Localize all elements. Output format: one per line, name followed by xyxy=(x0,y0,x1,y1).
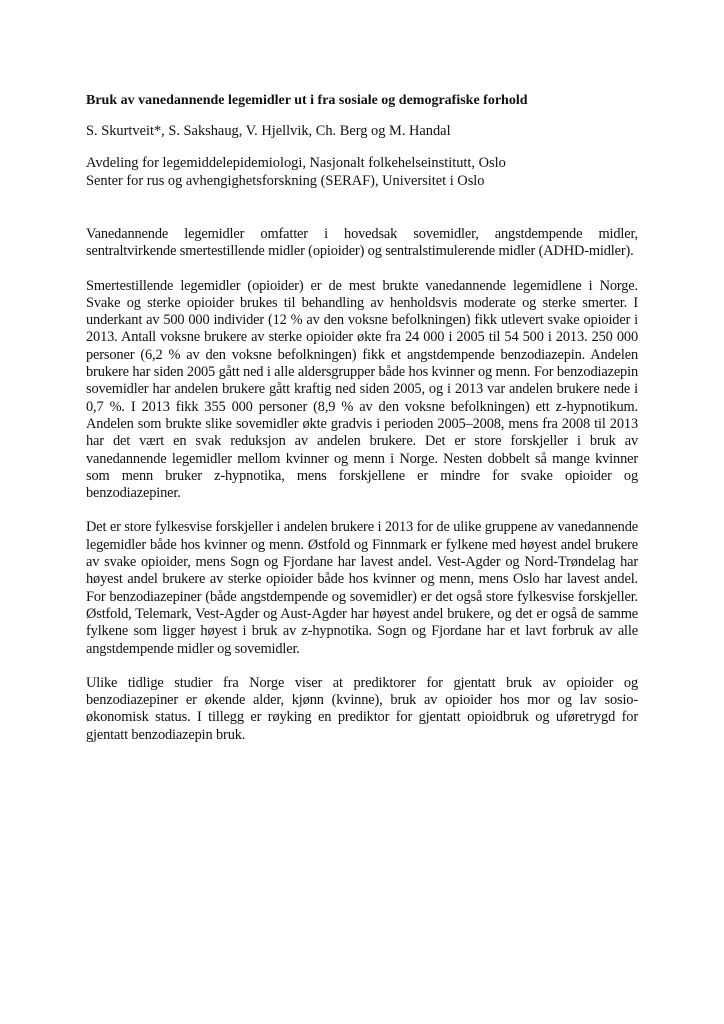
document-page xyxy=(86,92,638,761)
affiliations xyxy=(86,154,638,190)
affiliation-line: Avdeling for legemiddelepidemiologi, Nasjonalt folkehelseinstitutt, Oslo xyxy=(86,155,506,171)
affiliation-line: Senter for rus og avhengighetsforskning (SERAF), Universitet i Oslo xyxy=(86,173,485,189)
paragraph: Ulike tidlige studier fra Norge viser at prediktorer for gjentatt bruk av opioider og benzodiazepiner er økende alder, kjønn (kvinne), bruk av opioider hos mor og lav sosio-økonomisk status. I tillegg er røyking en prediktor for gjentatt opioidbruk og uføretrygd for gjentatt benzodiazepin bruk. xyxy=(86,674,638,743)
document-title: Bruk av vanedannende legemidler ut i fra sosiale og demografiske forhold xyxy=(86,93,528,108)
paragraph: Smertestillende legemidler (opioider) er de mest brukte vanedannende legemidlene i Norge. Svake og sterke opioider brukes til behandling av henholdsvis moderate og sterke smerter. I underkant av 500 000 individer (12 % av den voksne befolkningen) fikk utlevert svake opioider i 2013. Antall voksne brukere av sterke opioider økte fra 24 000 i 2005 til 54 500 i 2013. 250 000 personer (6,2 % av den voksne befolkningen) fikk et angstdempende benzodiazepin. Andelen brukere har siden 2005 gått ned i alle aldersgrupper både hos kvinner og menn. For benzodiazepin sovemidler har andelen brukere gått kraftig ned siden 2005, og i 2013 var andelen brukere nede i 0,7 %. I 2013 fikk 355 000 personer (8,9 % av den voksne befolkningen) ett z-hypnotikum. Andelen som brukte slike sovemidler økte gradvis i perioden 2005–2008, mens fra 2008 til 2013 har det vært en svak reduksjon av andelen brukere. Det er store forskjeller i bruk av vanedannende legemidler mellom kvinner og menn i Norge. Nesten dobbelt så mange kvinner som menn bruker z-hypnotika, mens forskjellene er mindre for svake opioider og benzodiazepiner. xyxy=(86,277,638,502)
document-body xyxy=(86,226,638,744)
paragraph: Det er store fylkesvise forskjeller i andelen brukere i 2013 for de ulike gruppene av vanedannende legemidler både hos kvinner og menn. Østfold og Finnmark er fylkene med høyest andel brukere av svake opioider, mens Sogn og Fjordane har lavest andel. Vest-Agder og Nord-Trøndelag har høyest andel brukere av sterke opioider både hos kvinner og menn, mens Oslo har lavest andel. For benzodiazepiner (både angstdempende og sovemidler) er det også store fylkesvise forskjeller. Østfold, Telemark, Vest-Agder og Aust-Agder har høyest andel brukere, og det er også de samme fylkene som ligger høyest i bruk av z-hypnotika. Sogn og Fjordane har et lavt forbruk av alle angstdempende midler og sovemidler. xyxy=(86,519,638,657)
author-list: S. Skurtveit*, S. Sakshaug, V. Hjellvik, Ch. Berg og M. Handal xyxy=(86,123,451,139)
paragraph: Vanedannende legemidler omfatter i hovedsak sovemidler, angstdempende midler, sentraltvirkende smertestillende midler (opioider) og sentralstimulerende midler (ADHD-midler). xyxy=(86,226,638,260)
